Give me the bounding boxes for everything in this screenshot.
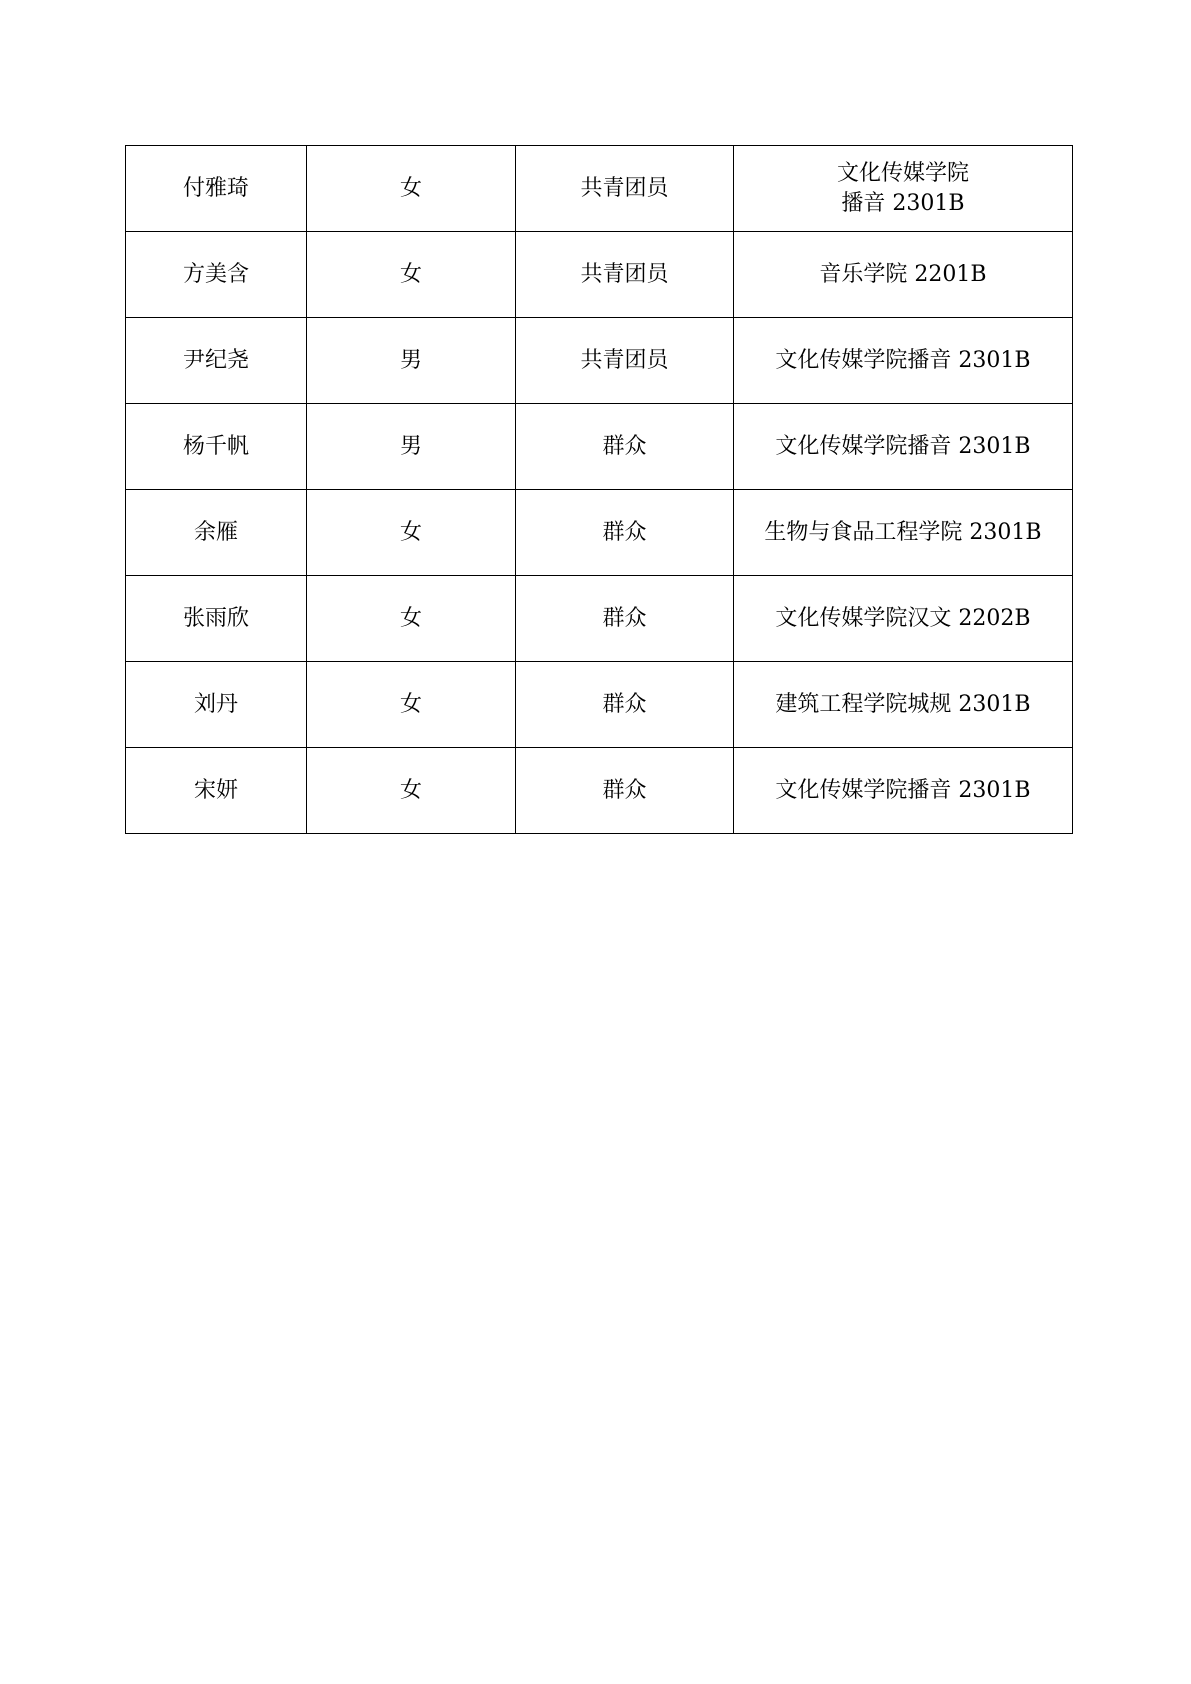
table-row <box>126 404 1073 490</box>
name-cell: 余雁 <box>126 490 307 576</box>
gender-cell: 男 <box>307 404 516 490</box>
college-class-line: 生物与食品工程学院 2301B <box>764 519 1042 545</box>
college-class-cell <box>734 232 1073 318</box>
political-status-cell: 群众 <box>516 490 734 576</box>
political-status-cell: 群众 <box>516 576 734 662</box>
gender-cell: 女 <box>307 146 516 232</box>
college-class-cell <box>734 490 1073 576</box>
college-class-line: 建筑工程学院城规 2301B <box>775 691 1031 717</box>
college-class-cell <box>734 318 1073 404</box>
college-class-line: 播音 2301B <box>841 190 965 216</box>
gender-cell: 女 <box>307 662 516 748</box>
name-cell: 杨千帆 <box>126 404 307 490</box>
table-row <box>126 748 1073 834</box>
political-status-cell: 共青团员 <box>516 232 734 318</box>
gender-cell: 女 <box>307 232 516 318</box>
college-class-cell <box>734 404 1073 490</box>
college-class-cell <box>734 662 1073 748</box>
name-cell: 付雅琦 <box>126 146 307 232</box>
name-cell: 方美含 <box>126 232 307 318</box>
college-class-cell <box>734 576 1073 662</box>
gender-cell: 女 <box>307 748 516 834</box>
college-class-cell <box>734 748 1073 834</box>
gender-cell: 女 <box>307 490 516 576</box>
table-row <box>126 662 1073 748</box>
gender-cell: 女 <box>307 576 516 662</box>
name-cell: 宋妍 <box>126 748 307 834</box>
political-status-cell: 群众 <box>516 662 734 748</box>
member-table <box>125 145 1073 834</box>
name-cell: 张雨欣 <box>126 576 307 662</box>
college-class-line: 文化传媒学院播音 2301B <box>775 433 1031 459</box>
table-row <box>126 146 1073 232</box>
name-cell: 刘丹 <box>126 662 307 748</box>
college-class-cell <box>734 146 1073 232</box>
political-status-cell: 群众 <box>516 748 734 834</box>
table-row <box>126 318 1073 404</box>
college-class-line: 文化传媒学院播音 2301B <box>775 347 1031 373</box>
college-class-line: 文化传媒学院播音 2301B <box>775 777 1031 803</box>
table-row <box>126 232 1073 318</box>
college-class-line: 音乐学院 2201B <box>819 261 987 287</box>
political-status-cell: 群众 <box>516 404 734 490</box>
college-class-line: 文化传媒学院汉文 2202B <box>775 605 1031 631</box>
political-status-cell: 共青团员 <box>516 146 734 232</box>
name-cell: 尹纪尧 <box>126 318 307 404</box>
political-status-cell: 共青团员 <box>516 318 734 404</box>
table-row <box>126 490 1073 576</box>
gender-cell: 男 <box>307 318 516 404</box>
college-class-line: 文化传媒学院 <box>836 160 969 186</box>
table-row <box>126 576 1073 662</box>
